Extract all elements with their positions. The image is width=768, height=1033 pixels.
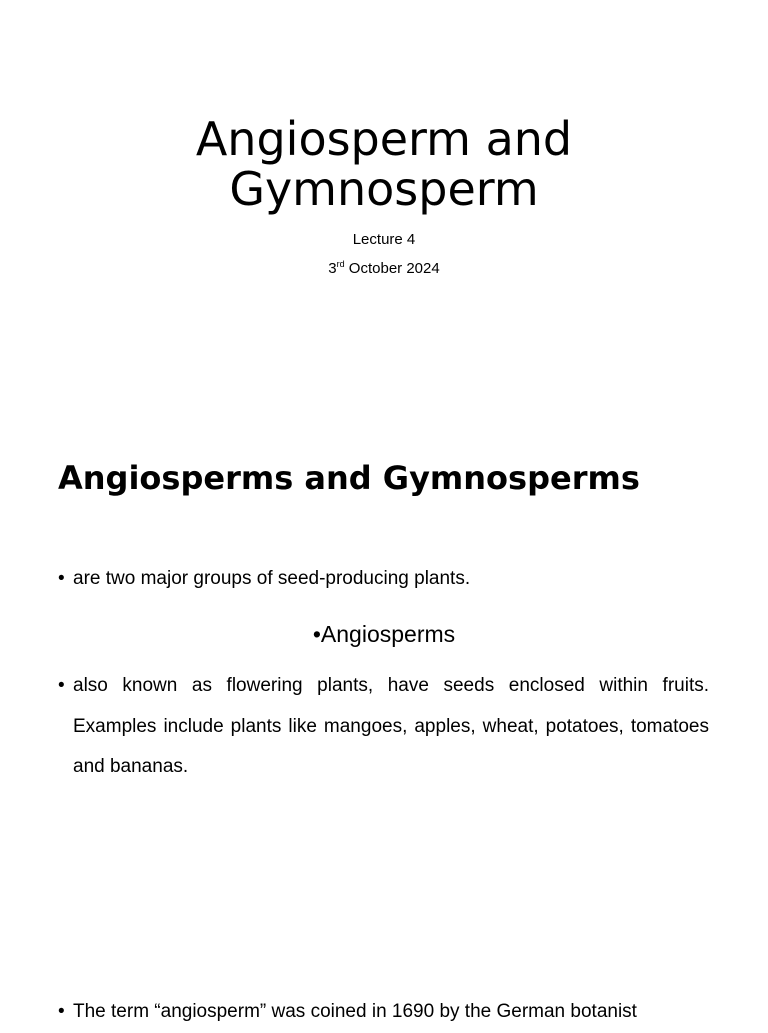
bullet-item (58, 559, 709, 600)
bullet-text: are two major groups of seed-producing plants. (73, 568, 471, 589)
date-month-year: October 2024 (344, 260, 440, 277)
slide-title-line-1: Angiosperm and (195, 112, 573, 166)
bullet-marker: • (58, 675, 65, 696)
bullet-item (58, 992, 709, 1033)
slide-title (84, 114, 684, 214)
bullet-marker: • (312, 621, 321, 647)
lecture-date (184, 260, 584, 278)
date-ordinal-suffix: rd (336, 259, 345, 269)
date-day: 3 (328, 260, 337, 277)
subheading-bullet (184, 614, 584, 654)
bullet-item (58, 666, 709, 788)
bullet-marker: • (58, 568, 65, 589)
bullet-text: The term “angiosperm” was coined in 1690 by the German botanist (73, 1001, 637, 1022)
subheading-text: Angiosperms (320, 621, 456, 647)
slide-heading: Angiosperms and Gymnosperms (58, 459, 640, 497)
lecture-number: Lecture 4 (352, 231, 416, 248)
slide-title-line-2: Gymnosperm (229, 162, 539, 216)
bullet-marker: • (58, 1001, 65, 1022)
bullet-text: also known as flowering plants, have seeds enclosed within fruits. Examples include plants like mangoes, apples, wheat, potatoes, tomatoes and bananas. (73, 675, 709, 777)
